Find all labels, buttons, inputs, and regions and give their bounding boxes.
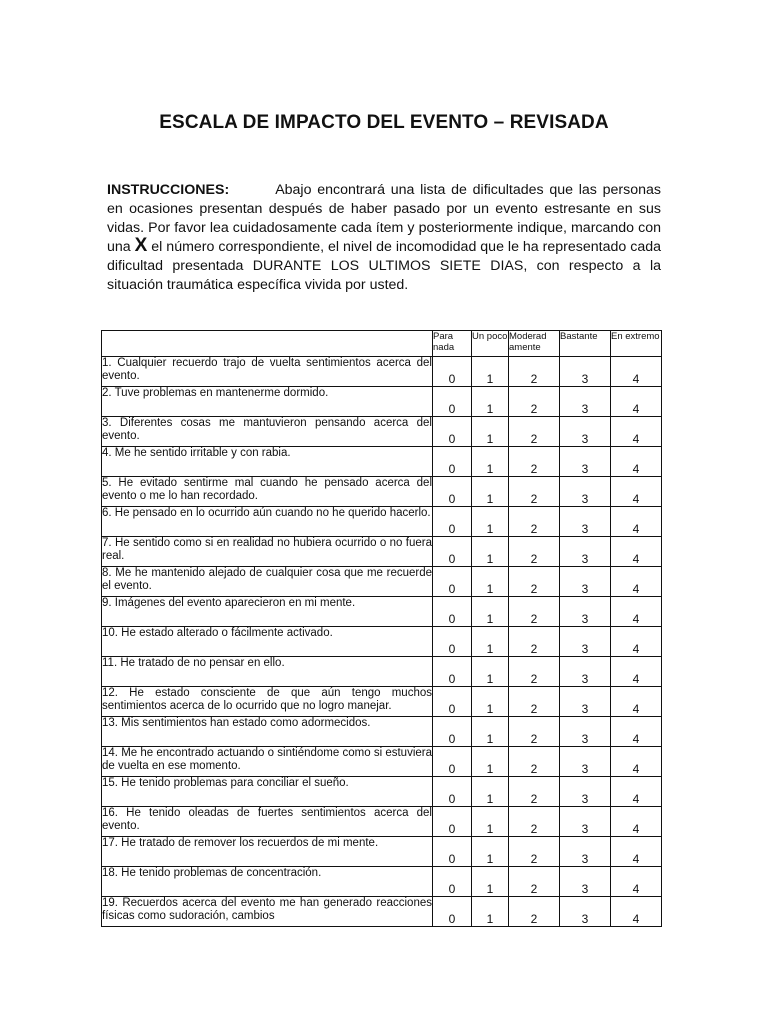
rating-option-1[interactable]: 1: [472, 417, 509, 447]
rating-option-3[interactable]: 3: [560, 777, 611, 807]
item-text: 2. Tuve problemas en mantenerme dormido.: [102, 387, 433, 417]
header-en-extremo: En extremo: [611, 331, 662, 357]
rating-option-2[interactable]: 2: [509, 627, 560, 657]
rating-option-3[interactable]: 3: [560, 657, 611, 687]
rating-option-1[interactable]: 1: [472, 387, 509, 417]
rating-option-3[interactable]: 3: [560, 687, 611, 717]
page-title: ESCALA DE IMPACTO DEL EVENTO – REVISADA: [159, 112, 609, 133]
item-text: 8. Me he mantenido alejado de cualquier cosa que me recuerde el evento.: [102, 567, 433, 597]
rating-option-0[interactable]: 0: [433, 417, 472, 447]
rating-option-2[interactable]: 2: [509, 837, 560, 867]
rating-option-0[interactable]: 0: [433, 507, 472, 537]
item-text: 16. He tenido oleadas de fuertes sentimientos acerca del evento.: [102, 807, 433, 837]
rating-scale-table: [101, 330, 662, 927]
rating-option-1[interactable]: 1: [472, 777, 509, 807]
rating-option-1[interactable]: 1: [472, 477, 509, 507]
rating-option-3[interactable]: 3: [560, 537, 611, 567]
rating-option-2[interactable]: 2: [509, 357, 560, 387]
rating-option-4[interactable]: 4: [611, 747, 662, 777]
rating-option-0[interactable]: 0: [433, 657, 472, 687]
item-text: 5. He evitado sentirme mal cuando he pensado acerca del evento o me lo han recordado.: [102, 477, 433, 507]
rating-option-1[interactable]: 1: [472, 867, 509, 897]
rating-option-4[interactable]: 4: [611, 567, 662, 597]
rating-option-1[interactable]: 1: [472, 807, 509, 837]
rating-option-3[interactable]: 3: [560, 747, 611, 777]
rating-option-0[interactable]: 0: [433, 687, 472, 717]
item-text: 9. Imágenes del evento aparecieron en mi mente.: [102, 597, 433, 627]
item-text: 18. He tenido problemas de concentración.: [102, 867, 433, 897]
item-text: 7. He sentido como si en realidad no hubiera ocurrido o no fuera real.: [102, 537, 433, 567]
rating-option-0[interactable]: 0: [433, 387, 472, 417]
rating-option-4[interactable]: 4: [611, 447, 662, 477]
rating-option-0[interactable]: 0: [433, 597, 472, 627]
table-row: [102, 597, 662, 627]
rating-option-4[interactable]: 4: [611, 717, 662, 747]
header-bastante: Bastante: [560, 331, 611, 357]
rating-option-1[interactable]: 1: [472, 537, 509, 567]
rating-option-2[interactable]: 2: [509, 657, 560, 687]
item-text: 6. He pensado en lo ocurrido aún cuando no he querido hacerlo.: [102, 507, 433, 537]
rating-option-1[interactable]: 1: [472, 687, 509, 717]
rating-option-0[interactable]: 0: [433, 807, 472, 837]
table-row: [102, 567, 662, 597]
rating-option-3[interactable]: 3: [560, 867, 611, 897]
rating-option-2[interactable]: 2: [509, 807, 560, 837]
rating-option-0[interactable]: 0: [433, 717, 472, 747]
item-text: 19. Recuerdos acerca del evento me han generado reacciones físicas como sudoración, cambios: [102, 897, 433, 927]
rating-option-2[interactable]: 2: [509, 567, 560, 597]
rating-option-4[interactable]: 4: [611, 897, 662, 927]
mark-symbol: X: [134, 235, 148, 256]
rating-option-4[interactable]: 4: [611, 807, 662, 837]
rating-option-2[interactable]: 2: [509, 717, 560, 747]
rating-option-4[interactable]: 4: [611, 657, 662, 687]
rating-option-2[interactable]: 2: [509, 747, 560, 777]
rating-option-4[interactable]: 4: [611, 417, 662, 447]
rating-option-1[interactable]: 1: [472, 717, 509, 747]
rating-option-0[interactable]: 0: [433, 447, 472, 477]
rating-option-4[interactable]: 4: [611, 837, 662, 867]
rating-option-4[interactable]: 4: [611, 687, 662, 717]
rating-option-1[interactable]: 1: [472, 597, 509, 627]
item-text: 3. Diferentes cosas me mantuvieron pensando acerca del evento.: [102, 417, 433, 447]
rating-option-3[interactable]: 3: [560, 447, 611, 477]
rating-option-1[interactable]: 1: [472, 627, 509, 657]
rating-option-3[interactable]: 3: [560, 627, 611, 657]
instructions-text-part1: Abajo encontrará una lista de dificultades que las personas en ocasiones presentan después de haber pasado por un evento estresante en sus vidas. Por favor lea cuidadosamente cada ítem y posteriormente indique, marcando con una: [107, 182, 661, 255]
rating-option-3[interactable]: 3: [560, 807, 611, 837]
table-row: [102, 387, 662, 417]
rating-option-4[interactable]: 4: [611, 507, 662, 537]
table-row: [102, 747, 662, 777]
rating-option-3[interactable]: 3: [560, 387, 611, 417]
table-row: [102, 897, 662, 927]
table-row: [102, 477, 662, 507]
rating-option-3[interactable]: 3: [560, 357, 611, 387]
table-row: [102, 357, 662, 387]
rating-option-4[interactable]: 4: [611, 777, 662, 807]
table-row: [102, 717, 662, 747]
rating-option-4[interactable]: 4: [611, 477, 662, 507]
table-header-row: [102, 331, 662, 357]
rating-option-1[interactable]: 1: [472, 567, 509, 597]
rating-option-4[interactable]: 4: [611, 867, 662, 897]
rating-option-0[interactable]: 0: [433, 357, 472, 387]
table-row: [102, 837, 662, 867]
rating-option-0[interactable]: 0: [433, 837, 472, 867]
table-row: [102, 687, 662, 717]
rating-option-4[interactable]: 4: [611, 597, 662, 627]
rating-option-2[interactable]: 2: [509, 477, 560, 507]
table-row: [102, 657, 662, 687]
table-row: [102, 447, 662, 477]
item-text: 17. He tratado de remover los recuerdos de mi mente.: [102, 837, 433, 867]
rating-option-3[interactable]: 3: [560, 477, 611, 507]
rating-option-2[interactable]: 2: [509, 537, 560, 567]
table-row: [102, 417, 662, 447]
rating-option-0[interactable]: 0: [433, 627, 472, 657]
instructions-paragraph: [107, 181, 661, 295]
rating-option-3[interactable]: 3: [560, 597, 611, 627]
header-moderadamente: Moderad amente: [509, 331, 560, 357]
table-row: [102, 537, 662, 567]
rating-option-2[interactable]: 2: [509, 687, 560, 717]
rating-option-2[interactable]: 2: [509, 777, 560, 807]
instructions-text-part2: el número correspondiente, el nivel de incomodidad que le ha representado cada dificultad presentada DURANTE LOS ULTIMOS SIETE DIAS, con respecto a la situación traumática específica vivida por usted.: [107, 239, 661, 293]
table-row: [102, 807, 662, 837]
rating-option-4[interactable]: 4: [611, 357, 662, 387]
rating-option-2[interactable]: 2: [509, 417, 560, 447]
rating-option-1[interactable]: 1: [472, 897, 509, 927]
rating-option-4[interactable]: 4: [611, 537, 662, 567]
rating-option-0[interactable]: 0: [433, 477, 472, 507]
rating-option-0[interactable]: 0: [433, 897, 472, 927]
rating-option-0[interactable]: 0: [433, 777, 472, 807]
item-text: 14. Me he encontrado actuando o sintiéndome como si estuviera de vuelta en ese momento.: [102, 747, 433, 777]
rating-option-2[interactable]: 2: [509, 447, 560, 477]
table-row: [102, 627, 662, 657]
rating-option-3[interactable]: 3: [560, 837, 611, 867]
rating-option-3[interactable]: 3: [560, 507, 611, 537]
table-row: [102, 507, 662, 537]
rating-option-0[interactable]: 0: [433, 567, 472, 597]
header-para-nada: Para nada: [433, 331, 472, 357]
rating-option-4[interactable]: 4: [611, 627, 662, 657]
rating-option-3[interactable]: 3: [560, 717, 611, 747]
table-row: [102, 777, 662, 807]
item-text: 15. He tenido problemas para conciliar el sueño.: [102, 777, 433, 807]
rating-option-2[interactable]: 2: [509, 597, 560, 627]
rating-option-0[interactable]: 0: [433, 747, 472, 777]
rating-option-3[interactable]: 3: [560, 567, 611, 597]
rating-option-2[interactable]: 2: [509, 897, 560, 927]
header-item-column: [102, 331, 433, 357]
rating-option-1[interactable]: 1: [472, 747, 509, 777]
rating-option-1[interactable]: 1: [472, 507, 509, 537]
rating-option-3[interactable]: 3: [560, 417, 611, 447]
header-un-poco: Un poco: [472, 331, 509, 357]
item-text: 11. He tratado de no pensar en ello.: [102, 657, 433, 687]
table-row: [102, 867, 662, 897]
item-text: 1. Cualquier recuerdo trajo de vuelta sentimientos acerca del evento.: [102, 357, 433, 387]
rating-option-2[interactable]: 2: [509, 507, 560, 537]
item-text: 12. He estado consciente de que aún tengo muchos sentimientos acerca de lo ocurrido que no logro manejar.: [102, 687, 433, 717]
table-body: [102, 357, 662, 927]
rating-option-0[interactable]: 0: [433, 867, 472, 897]
instructions-label: INSTRUCCIONES:: [107, 182, 230, 198]
item-text: 13. Mis sentimientos han estado como adormecidos.: [102, 717, 433, 747]
rating-option-1[interactable]: 1: [472, 837, 509, 867]
item-text: 4. Me he sentido irritable y con rabia.: [102, 447, 433, 477]
rating-option-1[interactable]: 1: [472, 657, 509, 687]
rating-option-4[interactable]: 4: [611, 387, 662, 417]
rating-option-0[interactable]: 0: [433, 537, 472, 567]
rating-option-2[interactable]: 2: [509, 387, 560, 417]
rating-option-1[interactable]: 1: [472, 447, 509, 477]
rating-option-1[interactable]: 1: [472, 357, 509, 387]
item-text: 10. He estado alterado o fácilmente activado.: [102, 627, 433, 657]
rating-option-2[interactable]: 2: [509, 867, 560, 897]
rating-option-3[interactable]: 3: [560, 897, 611, 927]
